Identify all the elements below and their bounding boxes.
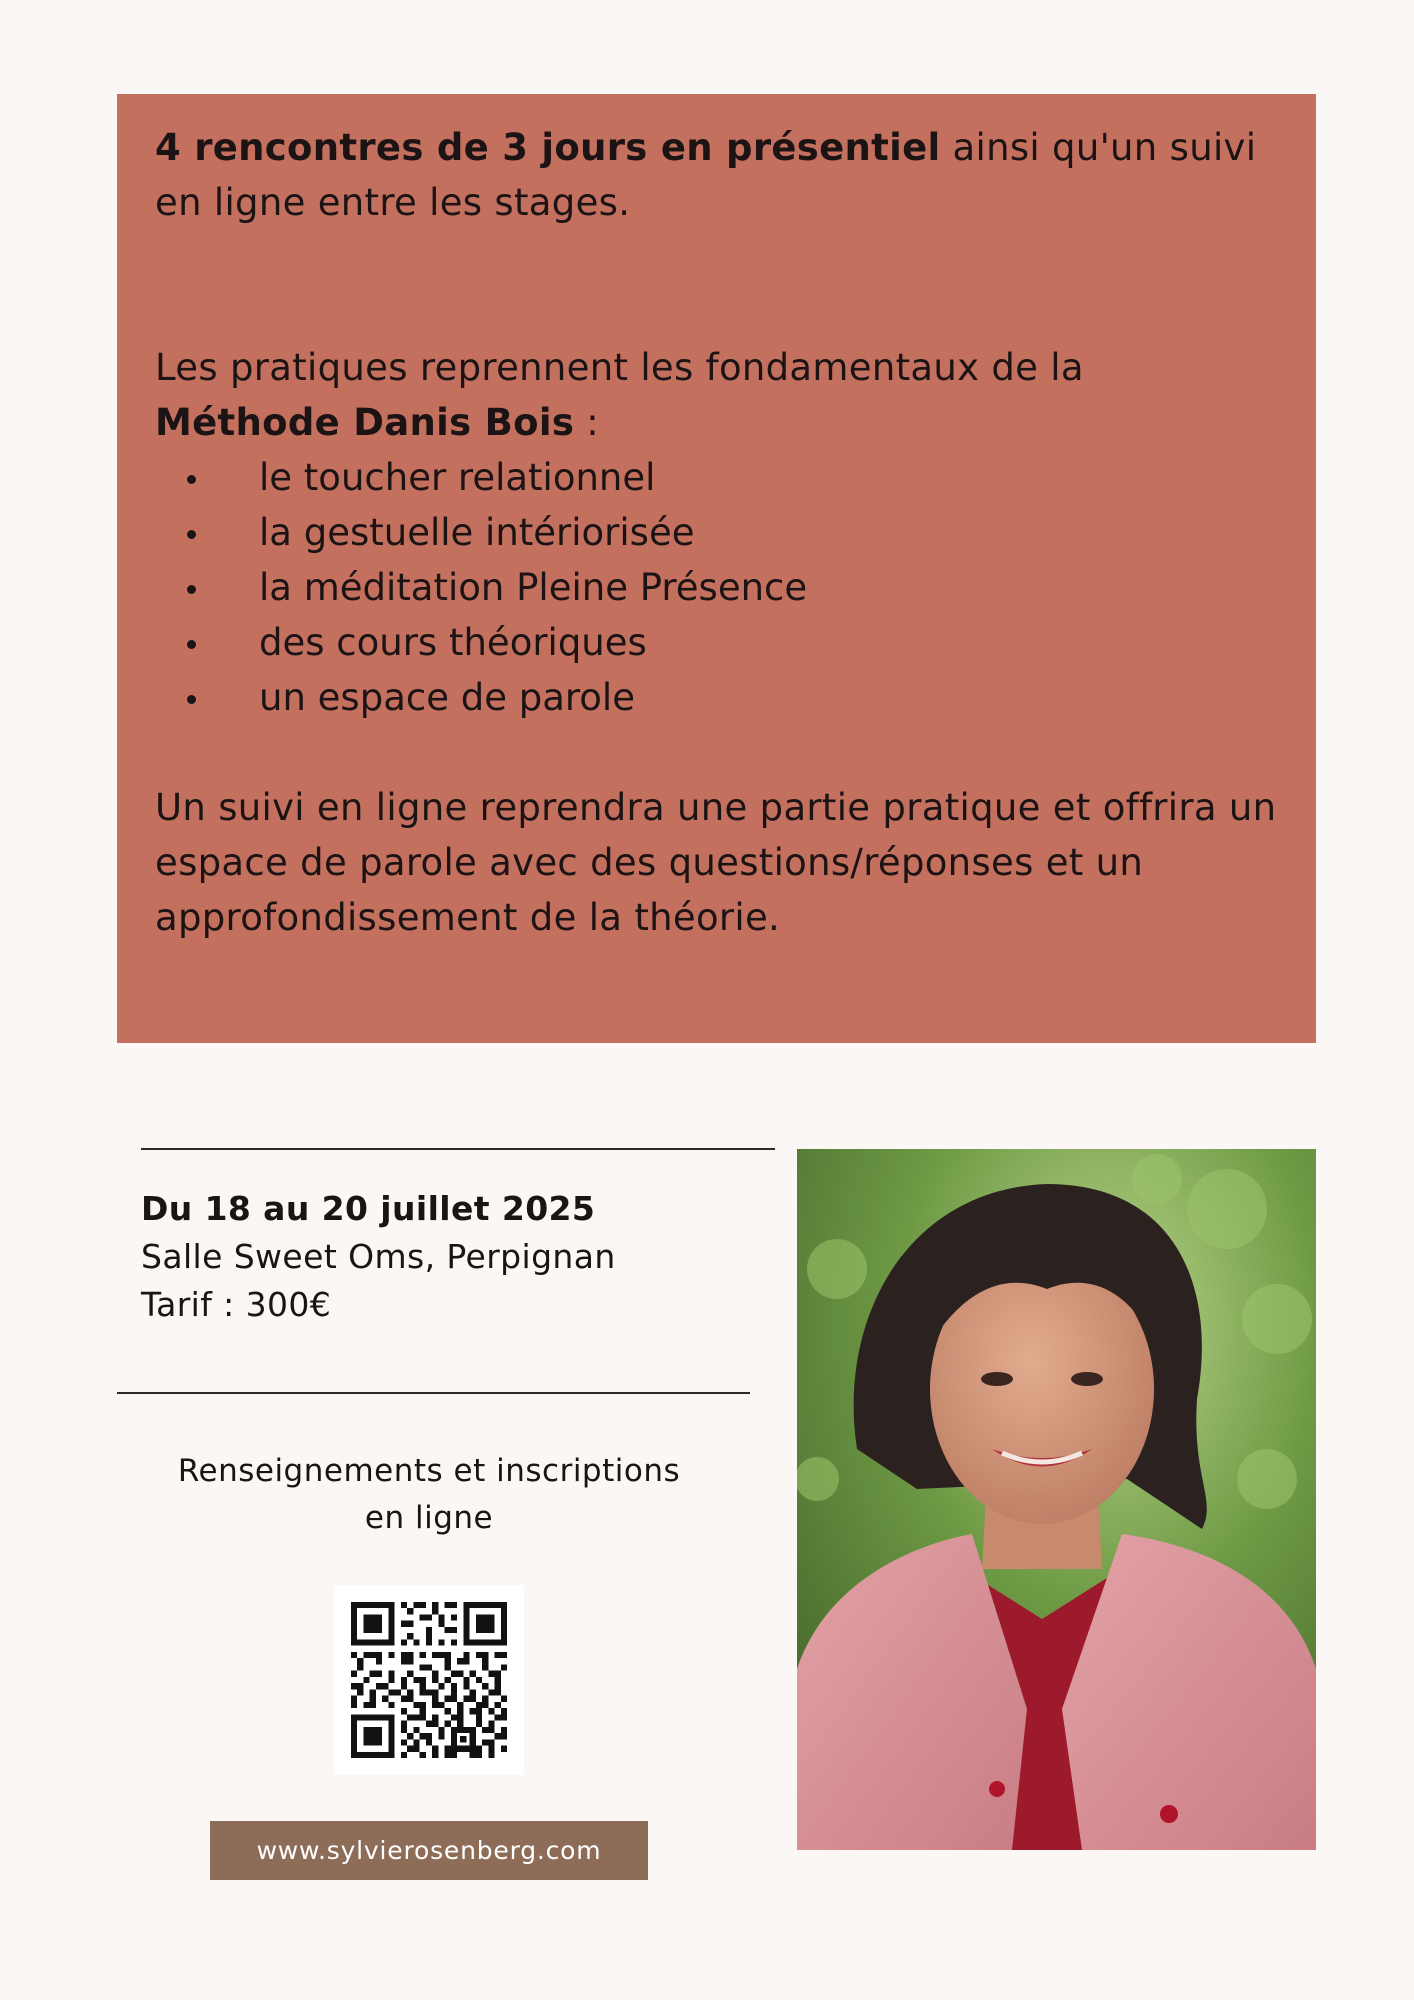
- description-panel: [117, 94, 1316, 1043]
- list-item: le toucher relationnel: [155, 450, 1278, 505]
- practices-list: [155, 450, 1278, 725]
- contact-text: [117, 1448, 741, 1542]
- portrait-photo: [797, 1149, 1316, 1850]
- intro-paragraph: [155, 120, 1278, 230]
- event-info: [141, 1185, 781, 1329]
- intro-bold: 4 rencontres de 3 jours en présentiel: [155, 126, 941, 169]
- online-followup-paragraph: Un suivi en ligne reprendra une partie pratique et offrira un espace de parole avec des questions/réponses et un approfondissement de la théorie.: [155, 786, 1277, 939]
- list-item: la méditation Pleine Présence: [155, 560, 1278, 615]
- list-item: la gestuelle intériorisée: [155, 505, 1278, 560]
- method-name: Méthode Danis Bois: [155, 401, 575, 444]
- list-item: des cours théoriques: [155, 615, 1278, 670]
- contact-line-2: en ligne: [364, 1500, 494, 1536]
- divider-top: [141, 1148, 775, 1150]
- qr-code-icon[interactable]: [334, 1585, 524, 1775]
- list-item: un espace de parole: [155, 670, 1278, 725]
- practices-lead: Les pratiques reprennent les fondamentaux de la: [155, 346, 1084, 389]
- contact-line-1: Renseignements et inscriptions: [177, 1453, 681, 1489]
- event-dates: Du 18 au 20 juillet 2025: [141, 1189, 596, 1228]
- practices-lead-paragraph: [155, 340, 1278, 450]
- method-colon: :: [574, 401, 599, 444]
- divider-bottom: [117, 1392, 750, 1394]
- intro-rest: ainsi qu'un suivi en ligne entre les stages.: [155, 126, 1257, 224]
- website-link[interactable]: www.sylvierosenberg.com: [210, 1821, 648, 1880]
- event-price: Tarif : 300€: [141, 1285, 332, 1324]
- event-venue: Salle Sweet Oms, Perpignan: [141, 1237, 616, 1276]
